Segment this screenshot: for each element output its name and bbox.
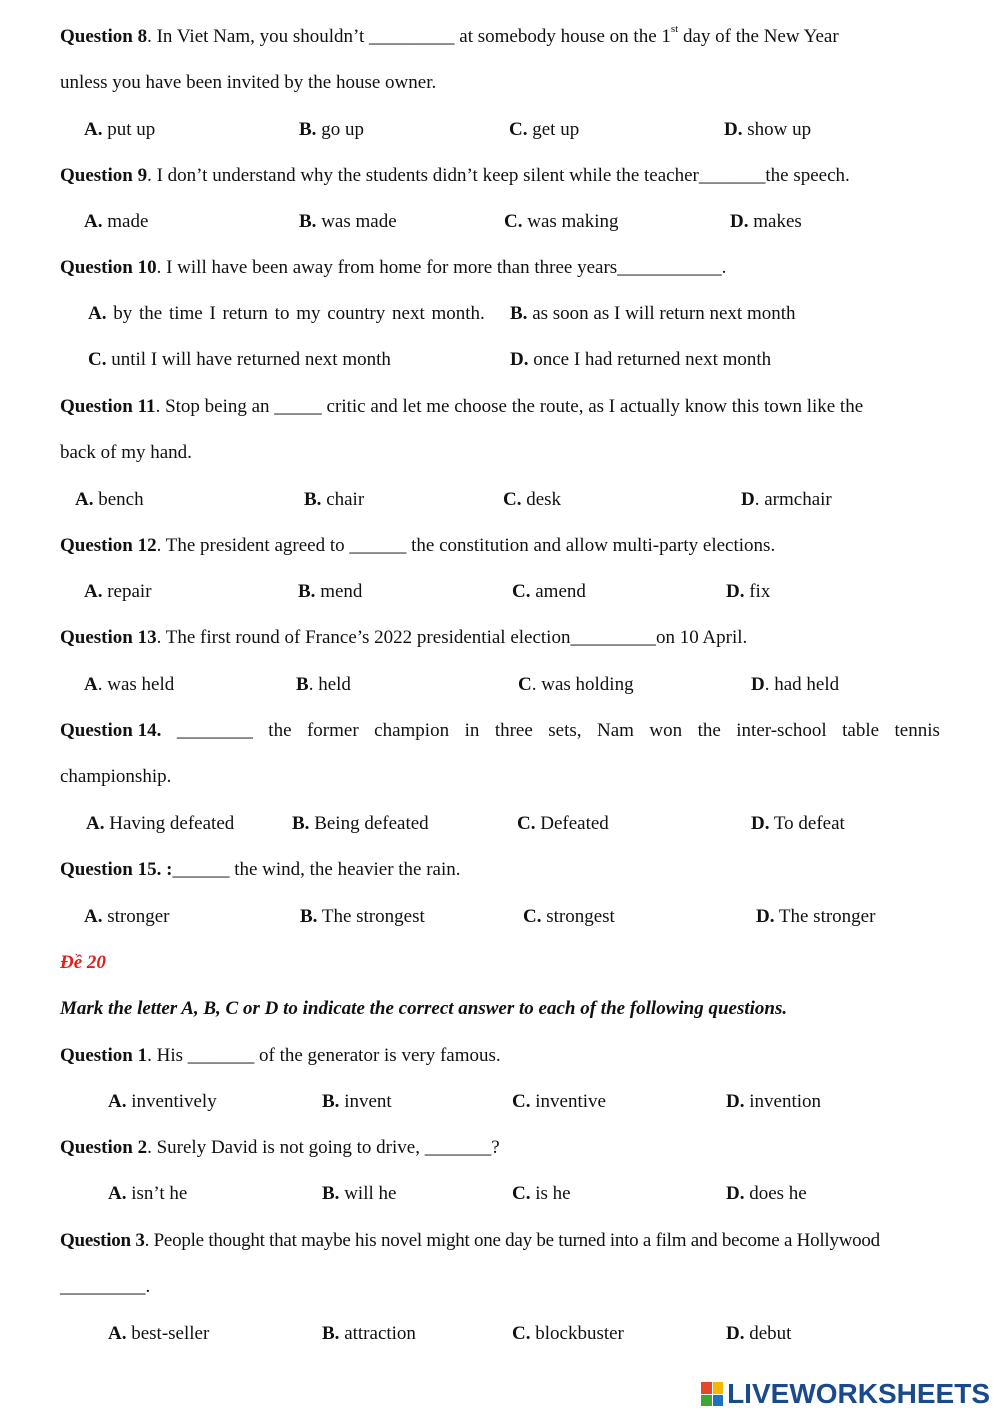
question-10 (60, 258, 726, 277)
s2-option-d[interactable] (726, 1184, 807, 1203)
q13-option-c[interactable] (518, 675, 634, 694)
option-letter: C. (509, 119, 528, 140)
q14-word: sets, (548, 720, 582, 741)
question-9-number: Question 9 (60, 165, 148, 186)
question-8-number: Question 8 (60, 26, 148, 47)
q9-option-b[interactable] (299, 212, 397, 231)
q9-option-a[interactable] (84, 212, 148, 231)
q15-option-d[interactable] (756, 907, 875, 926)
option-letter: C. (517, 813, 536, 834)
option-letter: D. (726, 581, 745, 602)
option-text: stronger (102, 906, 170, 927)
option-letter: B. (322, 1183, 340, 1204)
option-text: get up (527, 119, 580, 140)
option-letter: A. (75, 489, 94, 510)
q8-option-d[interactable] (724, 120, 811, 139)
option-text: Having defeated (104, 813, 235, 834)
option-letter: A. (108, 1091, 127, 1112)
question-11-text: . Stop being an _____ critic and let me choose the route, as I actually know this town like the (155, 396, 864, 417)
option-letter: A. (84, 581, 103, 602)
question-8-sup: st (670, 23, 679, 35)
q14-word: in (464, 720, 480, 741)
option-letter: A. (88, 303, 107, 324)
question-9 (60, 166, 850, 185)
question-10-text: . I will have been away from home for more than three years___________. (156, 257, 727, 278)
option-text: makes (748, 211, 802, 232)
s1-option-d[interactable] (726, 1092, 821, 1111)
section-question-2-number: Question 2 (60, 1137, 148, 1158)
question-14-line-2: championship. (60, 766, 172, 787)
s2-option-c[interactable] (512, 1184, 571, 1203)
question-12 (60, 536, 775, 555)
section-question-1 (60, 1046, 501, 1065)
q14-option-d[interactable] (751, 814, 845, 833)
logo-square-blue (713, 1395, 724, 1407)
q14-word: won (649, 720, 683, 741)
s1-option-a[interactable] (108, 1092, 217, 1111)
option-text: until I will have returned next month (106, 349, 391, 370)
q14-word: champion (374, 720, 450, 741)
s2-option-b[interactable] (322, 1184, 396, 1203)
question-10-number: Question 10 (60, 257, 157, 278)
q14-word: former (306, 720, 359, 741)
option-letter: D. (726, 1323, 745, 1344)
option-text: isn’t he (126, 1183, 188, 1204)
q13-option-b[interactable] (296, 675, 351, 694)
section-question-2-text: . Surely David is not going to drive, _______? (147, 1137, 500, 1158)
question-9-text: . I don’t understand why the students didn’t keep silent while the teacher_______the speech. (147, 165, 850, 186)
q15-option-b[interactable] (300, 907, 425, 926)
option-text: as soon as I will return next month (527, 303, 796, 324)
option-text: . held (308, 674, 351, 695)
q12-option-d[interactable] (726, 582, 770, 601)
liveworksheets-logo-icon (701, 1382, 723, 1406)
option-letter: B. (322, 1091, 340, 1112)
option-letter: B. (304, 489, 322, 510)
question-11-number: Question 11 (60, 396, 156, 417)
liveworksheets-logo-text: LIVEWORKSHEETS (727, 1378, 990, 1409)
q10-option-b[interactable] (510, 304, 796, 323)
q14-option-a[interactable] (86, 814, 234, 833)
q14-option-c[interactable] (517, 814, 609, 833)
q10-option-d[interactable] (510, 350, 771, 369)
q8-option-c[interactable] (509, 120, 579, 139)
option-text: . armchair (754, 489, 832, 510)
question-8-text-end: day of the New Year (678, 26, 839, 47)
option-letter: D. (510, 349, 529, 370)
section-question-1-text: . His _______ of the generator is very famous. (147, 1045, 501, 1066)
q10-option-c[interactable] (88, 350, 391, 369)
logo-square-red (701, 1382, 712, 1394)
q11-option-d[interactable] (741, 490, 832, 509)
question-13 (60, 628, 747, 647)
q14-option-b[interactable] (292, 814, 429, 833)
option-text: strongest (541, 906, 615, 927)
option-text: desk (521, 489, 562, 510)
question-15-text: ______ the wind, the heavier the rain. (172, 859, 461, 880)
option-letter: D. (730, 211, 749, 232)
section-question-1-number: Question 1 (60, 1045, 148, 1066)
section-instruction: Mark the letter A, B, C or D to indicate the correct answer to each of the following questions. (60, 998, 788, 1019)
option-letter: A. (86, 813, 105, 834)
option-text: blockbuster (530, 1323, 624, 1344)
logo-square-green (701, 1395, 712, 1407)
option-text: show up (742, 119, 812, 140)
section-question-3-number: Question 3 (60, 1230, 145, 1251)
option-letter: B. (510, 303, 528, 324)
option-text: will he (339, 1183, 397, 1204)
option-letter: D. (726, 1183, 745, 1204)
option-letter: C. (503, 489, 522, 510)
s3-option-c[interactable] (512, 1324, 624, 1343)
option-letter: D. (756, 906, 775, 927)
s2-option-a[interactable] (108, 1184, 187, 1203)
option-letter: B. (322, 1323, 340, 1344)
q11-option-b[interactable] (304, 490, 364, 509)
option-text: debut (744, 1323, 792, 1344)
question-14-line-1 (60, 721, 940, 740)
section-question-3-line-2: _________. (60, 1276, 151, 1297)
q8-option-b[interactable] (299, 120, 364, 139)
q13-option-a[interactable] (84, 675, 174, 694)
q13-option-d[interactable] (751, 675, 839, 694)
option-letter: B. (299, 119, 317, 140)
q14-word: table (842, 720, 880, 741)
option-letter: C. (512, 1323, 531, 1344)
s1-option-b[interactable] (322, 1092, 392, 1111)
q14-word: the (268, 720, 292, 741)
q14-word: ________ (176, 720, 253, 741)
option-text: best-seller (126, 1323, 210, 1344)
option-letter: A. (84, 906, 103, 927)
option-letter: D. (726, 1091, 745, 1112)
option-letter: D. (724, 119, 743, 140)
option-text: Defeated (535, 813, 609, 834)
option-letter: A. (84, 211, 103, 232)
option-text: fix (744, 581, 771, 602)
question-13-number: Question 13 (60, 627, 157, 648)
question-14-number: Question 14. (60, 720, 162, 741)
option-text: attraction (339, 1323, 416, 1344)
q14-word: three (494, 720, 533, 741)
question-15-colon: . : (156, 859, 173, 880)
q15-option-a[interactable] (84, 907, 170, 926)
section-title: Đề 20 (60, 952, 106, 973)
q11-option-a[interactable] (75, 490, 144, 509)
q14-word: inter-school (736, 720, 827, 741)
section-question-3-text: . People thought that maybe his novel might one day be turned into a film and become a Hollywood (144, 1230, 880, 1251)
option-letter: D (741, 489, 755, 510)
option-letter: C. (88, 349, 107, 370)
option-text: inventive (530, 1091, 606, 1112)
q12-option-b[interactable] (298, 582, 362, 601)
option-text: invention (744, 1091, 822, 1112)
logo-square-yellow (713, 1382, 724, 1394)
section-question-2 (60, 1138, 500, 1157)
option-text: chair (321, 489, 365, 510)
q11-option-c[interactable] (503, 490, 561, 509)
q9-option-d[interactable] (730, 212, 802, 231)
question-11-line-2: back of my hand. (60, 442, 192, 463)
option-letter: B (296, 674, 309, 695)
option-text: inventively (126, 1091, 217, 1112)
question-8-line-2: unless you have been invited by the house owner. (60, 72, 437, 93)
q12-option-a[interactable] (84, 582, 152, 601)
option-text: mend (315, 581, 363, 602)
section-question-3-line-1 (60, 1231, 880, 1250)
option-text: made (102, 211, 149, 232)
option-text: put up (102, 119, 156, 140)
option-letter: C. (504, 211, 523, 232)
q14-word: tennis (894, 720, 940, 741)
option-letter: C. (512, 581, 531, 602)
option-text: is he (530, 1183, 571, 1204)
option-letter: C. (512, 1183, 531, 1204)
q9-option-c[interactable] (504, 212, 619, 231)
option-text: amend (530, 581, 586, 602)
option-text: go up (316, 119, 364, 140)
option-text: repair (102, 581, 152, 602)
q10-option-a[interactable] (88, 304, 485, 323)
option-text: Being defeated (309, 813, 429, 834)
question-12-number: Question 12 (60, 535, 157, 556)
q14-word: Nam (596, 720, 634, 741)
option-text: . was held (97, 674, 175, 695)
question-8-line-1 (60, 23, 839, 47)
q8-option-a[interactable] (84, 120, 155, 139)
s3-option-b[interactable] (322, 1324, 416, 1343)
q12-option-c[interactable] (512, 582, 586, 601)
option-letter: D (751, 674, 765, 695)
question-15-number: Question 15 (60, 859, 157, 880)
option-text: The strongest (317, 906, 425, 927)
s3-option-a[interactable] (108, 1324, 209, 1343)
option-text: does he (744, 1183, 807, 1204)
option-text: was made (316, 211, 397, 232)
s3-option-d[interactable] (726, 1324, 791, 1343)
question-13-text: . The first round of France’s 2022 presidential election_________on 10 April. (156, 627, 748, 648)
q14-word: the (697, 720, 721, 741)
option-letter: A. (84, 119, 103, 140)
option-letter: C (518, 674, 532, 695)
q15-option-c[interactable] (523, 907, 615, 926)
option-text: The stronger (774, 906, 876, 927)
question-8-text: . In Viet Nam, you shouldn’t _________ at somebody house on the 1 (147, 26, 671, 47)
option-text: was making (522, 211, 619, 232)
option-letter: A. (108, 1183, 127, 1204)
option-text: invent (339, 1091, 392, 1112)
liveworksheets-logo (701, 1378, 990, 1410)
option-text: . had held (764, 674, 840, 695)
option-letter: C. (523, 906, 542, 927)
option-letter: B. (299, 211, 317, 232)
option-text: To defeat (769, 813, 845, 834)
option-text: by the time I return to my country next month. (106, 303, 485, 324)
option-letter: C. (512, 1091, 531, 1112)
option-letter: B. (292, 813, 310, 834)
option-letter: B. (300, 906, 318, 927)
option-text: once I had returned next month (528, 349, 772, 370)
option-text: bench (93, 489, 144, 510)
question-15 (60, 860, 461, 879)
s1-option-c[interactable] (512, 1092, 606, 1111)
option-text: . was holding (531, 674, 634, 695)
question-12-text: . The president agreed to ______ the constitution and allow multi-party elections. (156, 535, 776, 556)
question-11-line-1 (60, 397, 863, 416)
option-letter: D. (751, 813, 770, 834)
option-letter: A. (108, 1323, 127, 1344)
option-letter: A (84, 674, 98, 695)
option-letter: B. (298, 581, 316, 602)
